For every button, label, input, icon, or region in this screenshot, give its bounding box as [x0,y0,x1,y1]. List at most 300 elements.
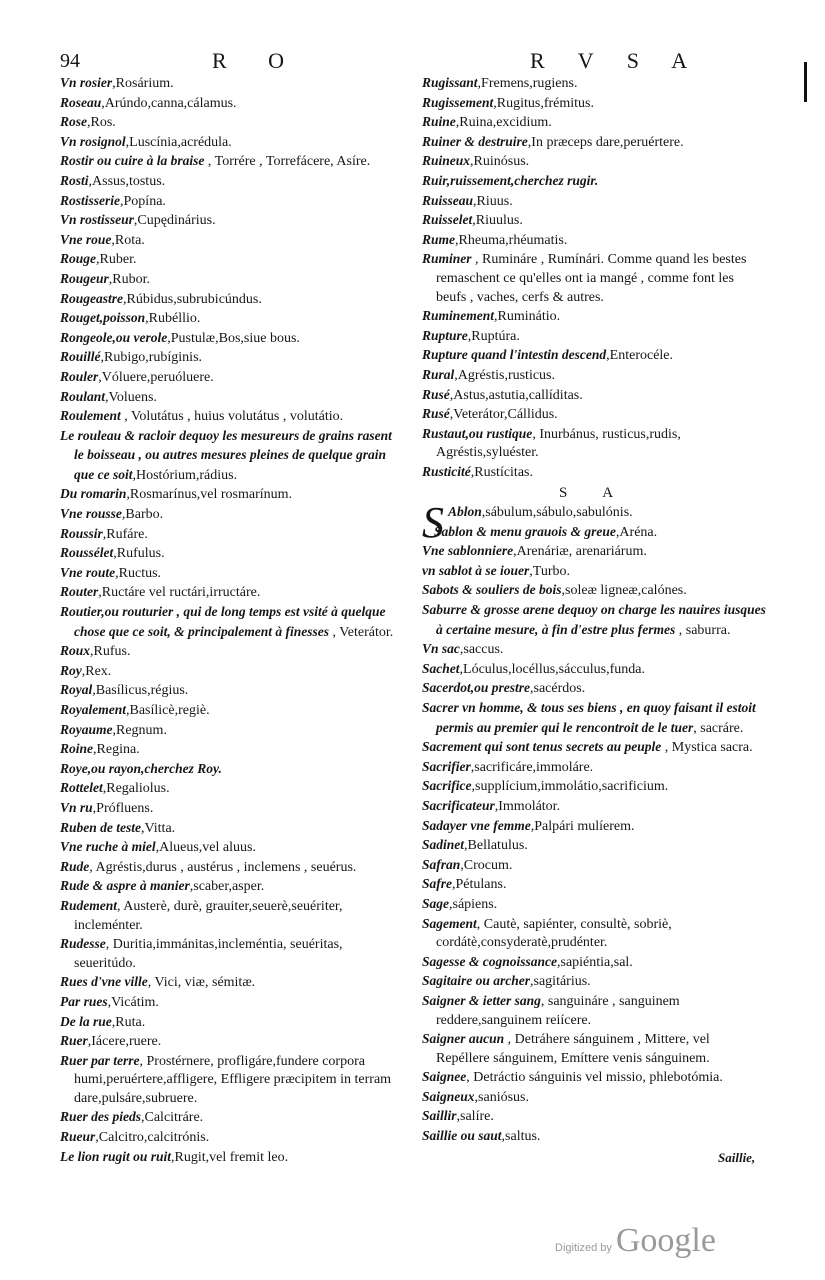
entry-headword: Ruer [60,1033,88,1049]
entry-headword: Sagesse & cognoissance [422,953,557,969]
entry-separator: , [504,1032,515,1048]
dictionary-entry [60,348,404,368]
entry-translation: saltus. [505,1129,541,1145]
entry-translation: Popína. [123,193,166,209]
dictionary-entry [60,973,404,993]
entry-separator: , [454,367,458,383]
dictionary-entry [60,1032,404,1052]
entry-separator: , [494,309,498,325]
dictionary-entry [422,875,766,895]
watermark-logo-text: Google [615,1222,716,1259]
dictionary-entry [60,564,404,584]
entry-separator: , [530,974,534,990]
dictionary-entry [60,485,404,505]
entry-separator: , [145,311,149,327]
entry-separator: , [615,524,620,540]
entry-translation: Regaliolus. [106,781,170,797]
entry-headword: Sacrement qui sont tenus secrets au peuple [422,739,662,755]
entry-separator: , [105,389,109,405]
entry-translation: Ruinósus. [473,154,530,170]
entry-headword: Roye,ou rayon,cherchez Roy. [60,760,222,776]
entry-separator: , [92,683,96,699]
dictionary-entry [60,74,404,94]
entry-headword: Sagement [422,915,477,931]
entry-translation: Rugit,vel fremit leo. [174,1149,289,1165]
entry-headword: Rural [422,366,455,382]
entry-translation: Voluens. [108,389,157,405]
dictionary-entry [422,250,766,307]
google-watermark [555,1222,716,1260]
entry-translation: saniósus. [478,1089,529,1105]
entry-headword: Ruineux [422,153,471,169]
entry-headword: Rose [60,114,87,130]
entry-separator: , [675,622,686,638]
entry-separator: , [92,800,97,816]
entry-headword: Roussir [60,525,103,541]
section-heading: S A [558,485,630,502]
entry-headword: Ruben de teste [60,819,141,835]
entry-separator: , [115,565,119,581]
entry-headword: Sachet [422,660,460,676]
entry-translation: sanguináre , sanguinem reddere,sanguinem reiícere. [436,993,680,1028]
dictionary-entry [60,740,404,760]
entry-separator: , [98,585,102,601]
entry-separator: , [100,350,105,366]
entry-separator: , [530,681,534,697]
entry-headword: Vne roue [60,231,112,247]
entry-separator: , [561,583,566,599]
entry-headword: Le lion rugit ou ruit [60,1148,172,1164]
entry-headword: Sage [422,895,449,911]
entry-separator: , [467,328,472,344]
dictionary-entry [422,777,766,797]
dictionary-entry [60,993,404,1013]
entry-headword: Ruer des pieds [60,1109,141,1125]
entry-headword: Rongeole,ou verole [60,329,168,345]
entry-separator: , [155,840,160,856]
dictionary-entry [422,1030,766,1068]
entry-separator: , [141,1110,145,1126]
entry-translation: Lóculus,locéllus,sácculus,funda. [463,661,645,677]
dictionary-entry [60,505,404,525]
entry-headword: Roulement [60,408,121,424]
dictionary-entry [422,562,766,582]
entry-separator: , [102,781,107,797]
entry-headword: Rouillé [60,349,101,365]
entry-translation: sápiens. [452,896,498,912]
entry-headword: Safran [422,856,461,872]
entry-translation: Crocum. [463,857,513,873]
entry-separator: , [90,644,94,660]
dictionary-entry [60,779,404,799]
dictionary-entry [422,1068,766,1088]
entry-separator: , [471,252,483,268]
drop-cap: S [422,498,444,548]
entry-headword: Saignee [422,1069,467,1085]
entry-separator: , [477,76,482,91]
entry-headword: Rues d'vne ville [60,974,148,990]
entry-headword: Ruer par terre [60,1052,140,1068]
entry-translation: Agréstis,durus , austérus , inclemens , seuérus. [95,859,357,875]
dictionary-entry [422,211,766,231]
dictionary-entry [422,660,766,680]
entry-headword: Ruiner & destruire [422,133,528,149]
entry-separator: , [112,722,116,738]
dictionary-entry [422,463,766,483]
dictionary-entry [422,895,766,915]
entry-headword: Vn rosier [60,75,113,90]
entry-translation: Pustulæ,Bos,siue bous. [170,330,300,346]
entry-translation: Vitta. [144,820,176,836]
entry-translation: sacérdos. [533,681,586,697]
entry-separator: , [132,467,136,483]
entry-headword: Sadinet [422,837,465,853]
entry-translation: Rufáre. [106,526,148,542]
entry-headword: Vn sac [422,641,460,657]
entry-separator: , [449,896,453,912]
entry-translation: salíre. [460,1109,494,1125]
entry-separator: , [108,271,113,287]
entry-headword: Routier,ou routurier , qui de long temps est vsité à quelque chose que ce soit, & principalement à finesses [60,604,386,639]
entry-separator: , [452,877,456,893]
entry-translation: sábulum,sábulo,sabulónis. [485,505,633,521]
entry-headword: Rume [422,231,456,247]
entry-translation: Volutátus , huius volutátus , volutátio. [131,409,344,425]
entry-headword: Vne sablonniere [422,543,514,559]
entry-headword: Saigner & ietter sang [422,992,541,1008]
dictionary-entry [60,211,404,231]
entry-translation: Rufus. [93,644,131,660]
entry-headword: Sadayer vne femme [422,817,531,833]
entry-headword: Rudement [60,897,118,913]
dictionary-entry [422,113,766,133]
entry-translation: Cautè, sapiénter, consultè, sobriè, cordátè,consyderatè,prudénter. [436,916,672,951]
entry-translation: Enterocéle. [609,348,674,364]
dictionary-entry [60,329,404,349]
entry-headword: Royalement [60,702,126,717]
dictionary-entry [422,817,766,837]
entry-separator: , [126,487,130,503]
entry-translation: Riuus. [476,193,513,209]
dictionary-entry [422,542,766,562]
dictionary-entry [60,721,404,741]
entry-headword: Roy [60,662,82,678]
entry-translation: Detráhere sánguinem , Mittere, vel Repéllere sánguinem, Emíttere venis sánguinem. [436,1032,710,1066]
entry-separator: , [111,1014,116,1030]
entry-separator: , [87,1034,92,1050]
entry-headword: Saigner aucun [422,1031,505,1047]
entry-translation: Inurbánus, rusticus,rudis, Agréstis,syluéster. [436,426,681,461]
dictionary-entry [422,346,766,366]
dictionary-entry [60,427,404,486]
entry-translation: Rosmarínus,vel rosmarínum. [129,487,293,503]
entry-translation: Prófluens. [96,800,154,816]
entry-separator: , [471,779,475,795]
entry-translation: Ructus. [118,565,162,581]
dictionary-entry [422,856,766,876]
dictionary-entry [422,679,766,699]
entry-separator: , [121,507,126,523]
entry-translation: Vici, viæ, sémitæ. [154,975,256,991]
dictionary-entry [422,738,766,758]
dictionary-entry [60,192,404,212]
entry-translation: Detráctio sánguinis vel missio, phlebotómia. [473,1070,723,1086]
entry-translation: Bellatulus. [467,838,528,854]
entry-separator: , [493,95,497,111]
entry-separator: , [501,1129,506,1145]
entry-headword: Ruir,ruissement,cherchez rugir. [422,172,599,188]
dictionary-entry [60,603,404,642]
dictionary-entry [422,581,766,601]
entry-translation: Duritia,immánitas,incleméntia, seuéritas, seueritúdo. [74,937,343,971]
entry-headword: Vne ruche à miel [60,839,156,855]
entry-separator: , [527,134,532,150]
entry-headword: Saillir [422,1108,457,1124]
entry-separator: , [473,193,477,209]
entry-headword: Rostir ou cuire à la braise [60,153,205,169]
dictionary-entry [60,642,404,662]
entry-translation: Pétulans. [455,877,507,893]
dictionary-entry [60,270,404,290]
entry-translation: scaber,asper. [193,879,265,895]
dictionary-entry [60,1128,404,1148]
entry-translation: saburra. [685,622,731,638]
entry-translation: Cupędinárius. [137,213,216,229]
entry-translation: Arenáriæ, arenariárum. [516,544,647,560]
entry-headword: Rupture [422,327,468,343]
dictionary-entry [422,152,766,172]
entry-translation: Iácere,ruere. [91,1034,162,1050]
entry-translation: Calcitro,calcitrónis. [98,1130,210,1146]
entry-translation: Mystica sacra. [671,740,753,756]
entry-translation: Torrére , Torrefácere, Asíre. [214,154,371,170]
entry-headword: Rottelet [60,780,103,796]
entry-separator: , [123,291,127,307]
dictionary-entry [422,133,766,153]
dictionary-entry [60,525,404,545]
entry-headword: Vn rostisseur [60,212,134,228]
dictionary-entry [60,897,404,935]
entry-translation: Immolátor. [498,798,561,814]
entry-headword: Vne route [60,564,116,580]
dictionary-entry [60,309,404,329]
dictionary-entry [422,1127,766,1147]
entry-translation: Rumináre , Rumínári. Comme quand les bestes remaschent ce qu'elles ont ia mangé , comme font les beufs , vaches, cerfs & autres. [436,252,747,305]
dictionary-entry [60,760,404,780]
entry-translation: Austerè, durè, grauiter,seuerè,seuériter, incleménter. [74,898,343,933]
entry-headword: Saillie ou saut [422,1128,502,1144]
entry-headword: Sacrifier [422,758,471,774]
entry-translation: soleæ ligneæ,calónes. [565,583,687,599]
entry-headword: Ruminement [422,308,495,324]
dictionary-entry [422,972,766,992]
dictionary-entry [60,231,404,251]
entry-separator: , [470,759,475,775]
entry-separator: , [328,624,340,640]
entry-separator: , [464,838,468,854]
entry-translation: sacrificáre,immoláre. [474,759,594,775]
entry-headword: Roulant [60,388,106,404]
dictionary-entry [60,1052,404,1109]
entry-headword: Ablon [448,504,482,520]
entry-separator: , [530,818,535,834]
dictionary-entry [422,523,766,543]
entry-translation: Arúndo,canna,cálamus. [104,95,237,111]
dictionary-entry [60,544,404,564]
entry-headword: Royal [60,682,93,698]
entry-translation: supplícium,immolátio,sacrificium. [475,779,669,795]
entry-separator: , [449,407,454,423]
edge-mark [804,62,807,102]
dictionary-entry [60,94,404,114]
entry-separator: , [472,213,476,229]
entry-separator: , [102,526,107,542]
entry-separator: , [120,409,132,425]
entry-headword: Saburre & grosse arene dequoy on charge les nauires iusques à certaine mesure, à fin d'estre plus fermes [422,602,766,637]
dictionary-entry [422,758,766,778]
running-head-left: R O [212,48,303,73]
dictionary-entry [422,231,766,251]
entry-translation: Fremens,rugiens. [481,76,578,91]
dictionary-entry [60,388,404,408]
entry-headword: Router [60,584,99,600]
entry-headword: Royaume [60,721,113,737]
entry-separator: , [147,975,155,991]
dictionary-entry [422,1088,766,1108]
right-column-entries-r [422,74,766,482]
entry-translation: Prostérnere, profligáre,fundere corpora humi,peruértere,affligere, Effligere præcipitem in terram dare,pulsáre,subruere. [74,1053,392,1106]
dictionary-entry [422,1107,766,1127]
entry-translation: Vicátim. [111,994,159,1010]
entry-separator: , [93,742,97,758]
entry-separator: , [96,252,100,268]
entry-translation: Rex. [85,663,112,679]
entry-translation: sacráre. [700,720,744,736]
entry-headword: Rugissement [422,94,494,110]
entry-headword: Rougeur [60,270,109,286]
dictionary-entry [60,1013,404,1033]
entry-translation: Basílicus,régius. [95,683,189,699]
entry-separator: , [117,898,124,914]
entry-translation: Rheuma,rhéumatis. [458,232,568,248]
entry-separator: , [133,213,138,229]
entry-headword: Roux [60,643,91,659]
entry-headword: Vn ru [60,799,93,815]
entry-separator: , [532,426,540,442]
dictionary-entry [60,681,404,701]
entry-translation: Ruta. [115,1014,146,1030]
dictionary-entry [422,307,766,327]
entry-translation: sagitárius. [533,974,591,990]
right-column-entries-s [422,523,766,1147]
entry-separator: , [693,720,701,736]
entry-headword: Rupture quand l'intestin descend [422,347,607,363]
entry-translation: Aréna. [619,524,658,540]
entry-translation: Turbo. [532,563,570,579]
entry-separator: , [661,740,672,756]
dictionary-entry [422,640,766,660]
entry-headword: Sacrificateur [422,797,495,813]
dictionary-entry [422,425,766,463]
dictionary-entry [422,797,766,817]
entry-translation: Vóluere,peruóluere. [101,369,214,385]
entry-headword: Rostisserie [60,192,121,208]
entry-translation: Rubéllio. [148,311,201,327]
entry-headword: Saigneux [422,1088,475,1104]
entry-translation: Rosárium. [115,76,174,91]
entry-translation: Barbo. [125,507,164,523]
entry-headword: Sablon & menu grauois & greue [434,523,616,539]
entry-headword: Rouget,poisson [60,310,146,326]
dictionary-entry [60,133,404,153]
entry-translation: Rubigo,rubíginis. [104,350,203,366]
entry-translation: Riuulus. [475,213,523,229]
entry-headword: Rude [60,858,90,874]
entry-separator: , [167,330,171,346]
entry-headword: Sacrifice [422,778,472,794]
entry-separator: , [139,1053,147,1069]
entry-headword: Du romarin [60,486,127,502]
entry-headword: Rugissant [422,75,478,90]
dictionary-entry [422,699,766,738]
entry-translation: saccus. [463,642,504,658]
watermark-small-text: Digitized by [555,1242,612,1254]
dictionary-entry [60,662,404,682]
entry-separator: , [112,76,116,91]
entry-headword: Rouler [60,368,99,384]
entry-translation: Assus,tostus. [92,173,166,189]
dictionary-entry [60,113,404,133]
dictionary-entry [422,915,766,953]
entry-separator: , [456,1109,461,1125]
dictionary-entry [60,1148,404,1168]
dictionary-entry [60,583,404,603]
entry-separator: , [481,505,486,521]
entry-headword: Par rues [60,993,108,1009]
dictionary-entry [60,407,404,427]
dictionary-entry [422,836,766,856]
dictionary-entry [60,152,404,172]
entry-headword: Rusé [422,386,450,402]
entry-separator: , [459,642,464,658]
dictionary-entry [60,935,404,973]
entry-separator: , [113,546,117,562]
entry-headword: Rueur [60,1129,96,1145]
entry-separator: , [460,857,464,873]
dictionary-entry [60,701,404,721]
dictionary-entry [422,366,766,386]
entry-translation: Ruber. [99,252,137,268]
dictionary-entry [60,799,404,819]
entry-headword: Rudesse [60,936,106,952]
entry-translation: Rufulus. [116,546,165,562]
entry-translation: Luscínia,acrédula. [129,134,232,150]
entry-headword: De la rue [60,1013,112,1029]
entry-translation: Ruminátio. [497,309,561,325]
entry-separator: , [189,879,194,895]
entry-headword: Roussélet [60,545,114,561]
dictionary-entry [60,858,404,878]
entry-separator: , [89,859,96,875]
entry-separator: , [459,661,464,677]
entry-headword: Roine [60,741,94,757]
dictionary-entry [60,368,404,388]
entry-translation: Calcitráre. [144,1110,204,1126]
entry-headword: Sagitaire ou archer [422,973,531,989]
entry-separator: , [606,348,610,364]
dictionary-entry [60,172,404,192]
entry-headword: Roseau [60,94,102,110]
